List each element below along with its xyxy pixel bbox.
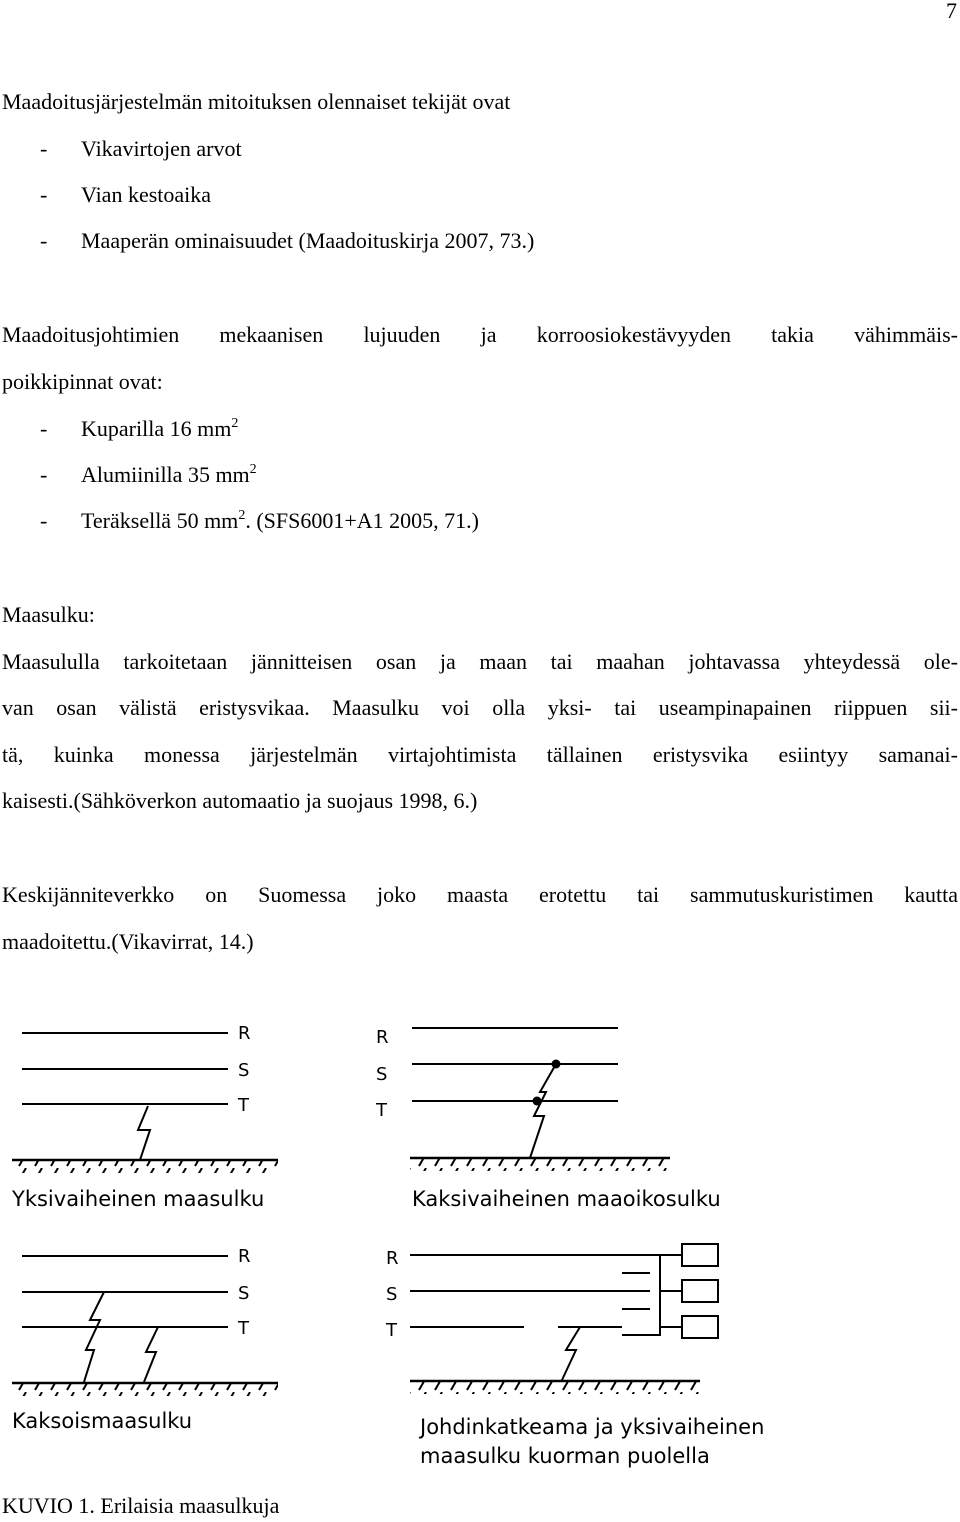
- phase-label-t: T: [386, 1320, 397, 1341]
- paragraph-line: tä, kuinka monessa järjestelmän virtajohtimista tällainen eristysvika esiintyy samanai-: [2, 742, 958, 767]
- list-item-text: Vian kestoaika: [81, 182, 212, 207]
- section3-heading: Maasulku:: [2, 602, 95, 627]
- caption-double-earth: Kaksoismaasulku: [12, 1409, 193, 1433]
- phase-label-s: S: [238, 1283, 250, 1304]
- section1-intro: Maadoitusjärjestelmän mitoituksen olennaiset tekijät ovat: [2, 89, 511, 114]
- fault-point: [533, 1097, 542, 1106]
- phase-label-s: S: [376, 1064, 388, 1085]
- fault-arc-icon: [562, 1327, 580, 1380]
- caption-two-phase: Kaksivaiheinen maaoikosulku: [412, 1187, 721, 1211]
- paragraph-line: van osan välistä eristysvikaa. Maasulku voi olla yksi- tai useampinapainen riippuen sii-: [2, 695, 958, 720]
- panel-broken-conductor-fault: [385, 1244, 764, 1468]
- ground-hatch: [410, 1159, 670, 1171]
- phase-label-r: R: [238, 1023, 251, 1044]
- panel-single-phase-fault: [11, 1023, 278, 1211]
- list-item-text: Alumiinilla 35 mm: [81, 462, 250, 487]
- list-item: - Maaperän ominaisuudet (Maadoituskirja 2007, 73.): [40, 228, 535, 253]
- fault-types-figure: [0, 1000, 960, 1490]
- paragraph-line: Keskijänniteverkko on Suomessa joko maasta erotettu tai sammutuskuristimen kautta: [2, 882, 958, 907]
- list-item: - Vikavirtojen arvot: [40, 136, 242, 161]
- phase-label-s: S: [238, 1060, 250, 1081]
- load-impedance: [682, 1316, 718, 1338]
- caption-broken-line-2: maasulku kuorman puolella: [420, 1444, 710, 1468]
- phase-label-r: R: [238, 1246, 251, 1267]
- fault-point: [552, 1060, 561, 1069]
- ground-hatch: [410, 1382, 700, 1394]
- fault-arc-icon: [530, 1064, 556, 1158]
- list-item-text: Maaperän ominaisuudet (Maadoituskirja 2007, 73.): [81, 228, 535, 253]
- phase-label-s: S: [386, 1284, 398, 1305]
- citation: . (SFS6001+A1 2005, 71.): [245, 508, 479, 533]
- fault-arc-icon: [138, 1106, 150, 1160]
- ground-hatch: [12, 1384, 278, 1396]
- list-item: - Alumiinilla 35 $mm^2$: [40, 462, 257, 487]
- paragraph-line: kaisesti.(Sähköverkon automaatio ja suojaus 1998, 6.): [2, 788, 478, 813]
- panel-double-earth-fault: [12, 1246, 278, 1433]
- load-impedance: [682, 1244, 718, 1266]
- load-winding: [622, 1255, 660, 1335]
- section2-line1: Maadoitusjohtimien mekaanisen lujuuden ja korroosiokestävyyden takia vähimmäis-: [2, 322, 958, 347]
- superscript: 2: [231, 416, 239, 431]
- paragraph-line: maadoitettu.(Vikavirrat, 14.): [2, 929, 254, 954]
- fault-arc-icon: [144, 1327, 158, 1382]
- list-item-text: Kuparilla 16 mm: [81, 416, 232, 441]
- superscript: 2: [238, 508, 246, 523]
- caption-single-phase: Yksivaiheinen maasulku: [12, 1187, 265, 1211]
- list-item-text: Vikavirtojen arvot: [81, 136, 242, 161]
- superscript: 2: [249, 462, 257, 477]
- page-number: 7: [946, 0, 957, 23]
- phase-label-t: T: [376, 1100, 387, 1121]
- list-item: - Teräksellä 50 $mm^2$. (SFS6001+A1 2005, 71.): [40, 508, 479, 533]
- section2-line2: poikkipinnat ovat:: [2, 369, 163, 394]
- paragraph-line: Maasululla tarkoitetaan jännitteisen osan ja maan tai maahan johtavassa yhteydessä ole-: [2, 649, 958, 674]
- list-item-text: Teräksellä 50 mm: [81, 508, 239, 533]
- caption-broken-line-1: Johdinkatkeama ja yksivaiheinen: [420, 1415, 765, 1439]
- figure-caption: KUVIO 1. Erilaisia maasulkuja: [2, 1493, 280, 1518]
- ground-hatch: [12, 1161, 278, 1173]
- list-item: - Vian kestoaika: [40, 182, 212, 207]
- panel-two-phase-earth-fault: [375, 1027, 721, 1211]
- phase-label-r: R: [386, 1248, 399, 1269]
- phase-label-t: T: [238, 1095, 249, 1116]
- load-impedance: [682, 1280, 718, 1302]
- phase-label-t: T: [238, 1318, 249, 1339]
- phase-label-r: R: [376, 1027, 389, 1048]
- fault-arc-icon: [84, 1292, 104, 1382]
- list-item: - Kuparilla 16 $mm^2$: [40, 416, 239, 441]
